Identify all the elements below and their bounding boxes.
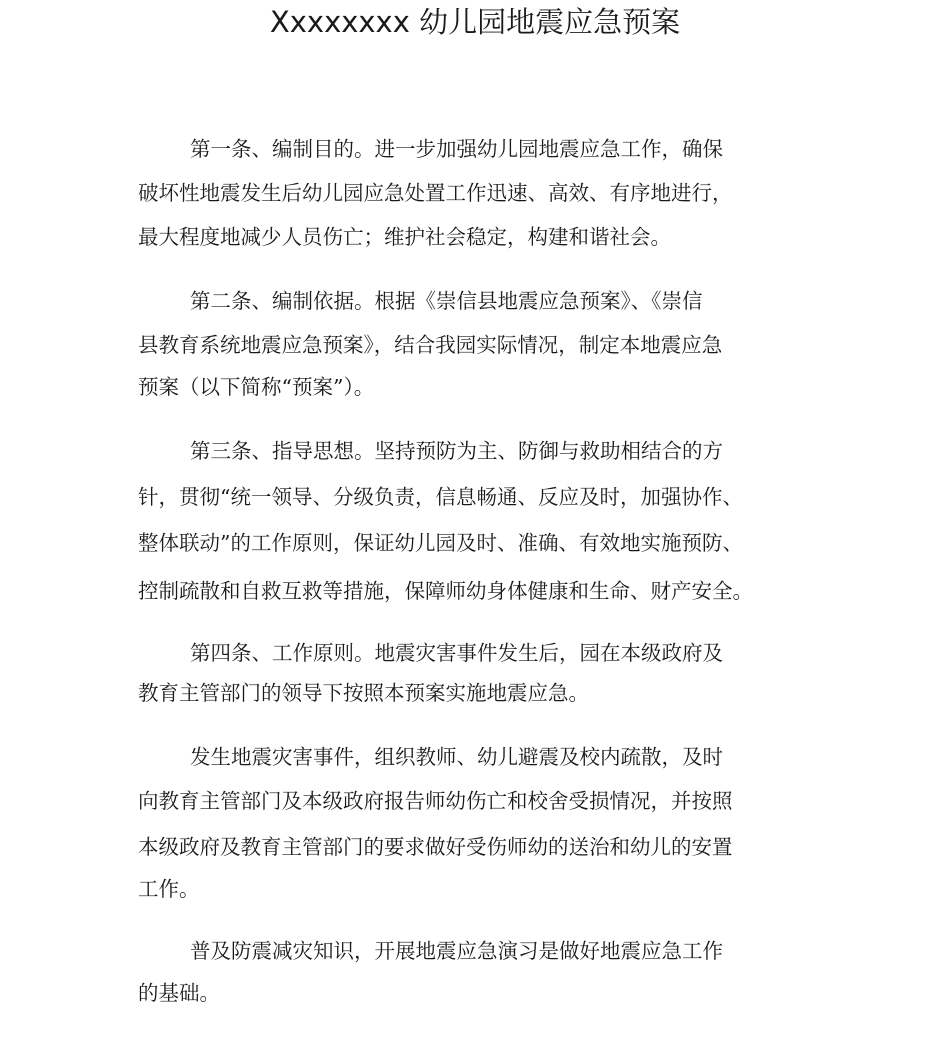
paragraph-line: 预案（以下简称“预案”）。 xyxy=(138,375,375,399)
paragraph-line: 县教育系统地震应急预案》，结合我园实际情况，制定本地震应急 xyxy=(138,333,723,357)
paragraph-line: 最大程度地减少人员伤亡；维护社会稳定，构建和谐社会。 xyxy=(138,225,671,249)
paragraph-line: 第四条、工作原则。地震灾害事件发生后，园在本级政府及 xyxy=(190,641,723,665)
document-title: Xxxxxxxx 幼儿园地震应急预案 xyxy=(269,5,681,39)
paragraph-line: 工作。 xyxy=(138,877,200,901)
paragraph-line: 破坏性地震发生后幼儿园应急处置工作迅速、高效、有序地进行， xyxy=(138,181,733,205)
paragraph-line: 控制疏散和自救互救等措施，保障师幼身体健康和生命、财产安全。 xyxy=(138,579,753,603)
paragraph-line: 向教育主管部门及本级政府报告师幼伤亡和校舍受损情况，并按照 xyxy=(138,789,733,813)
paragraph-line: 针，贯彻“统一领导、分级负责，信息畅通、反应及时，加强协作、 xyxy=(138,485,743,509)
paragraph-line: 整体联动”的工作原则，保证幼儿园及时、准确、有效地实施预防、 xyxy=(138,531,743,555)
paragraph-line: 教育主管部门的领导下按照本预案实施地震应急。 xyxy=(138,681,589,705)
paragraph-line: 的基础。 xyxy=(138,981,220,1005)
paragraph-line: 普及防震减灾知识，开展地震应急演习是做好地震应急工作 xyxy=(190,939,723,963)
paragraph-line: 发生地震灾害事件，组织教师、幼儿避震及校内疏散，及时 xyxy=(190,745,723,769)
paragraph-line: 第一条、编制目的。进一步加强幼儿园地震应急工作，确保 xyxy=(190,137,723,161)
paragraph-line: 第三条、指导思想。坚持预防为主、防御与救助相结合的方 xyxy=(190,439,723,463)
paragraph-line: 第二条、编制依据。根据《崇信县地震应急预案》、《崇信 xyxy=(190,289,703,313)
paragraph-line: 本级政府及教育主管部门的要求做好受伤师幼的送治和幼儿的安置 xyxy=(138,835,733,859)
